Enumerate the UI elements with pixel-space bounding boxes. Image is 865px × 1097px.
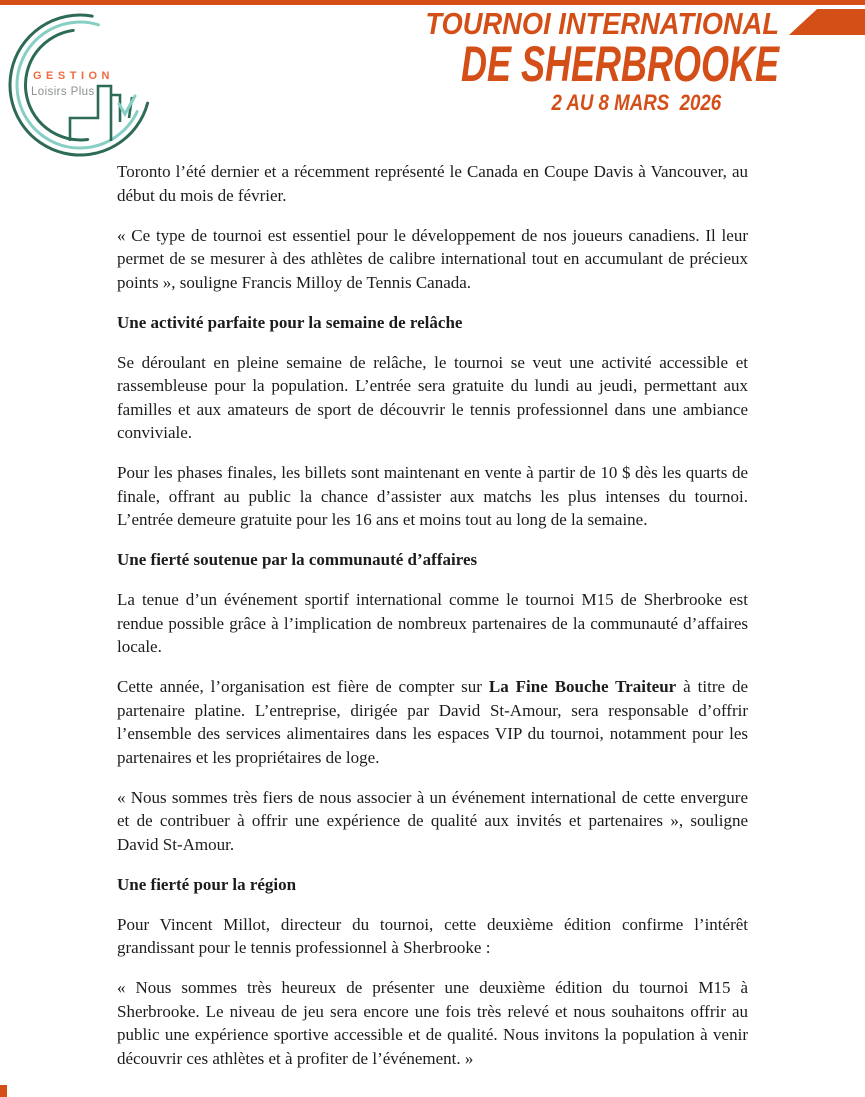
event-title — [319, 6, 779, 115]
logo-check-icon — [119, 96, 135, 114]
paragraph-partenaires: La tenue d’un événement sportif international comme le tournoi M15 de Sherbrooke est rendue possible grâce à l’implication de nombreux partenaires de la communauté d’affaires locale. — [117, 590, 748, 656]
paragraph-fine-bouche — [117, 675, 748, 769]
section-heading-communaute-affaires: Une fierté soutenue par la communauté d’affaires — [117, 550, 478, 569]
paragraph-billets: Pour les phases finales, les billets sont maintenant en vente à partir de 10 $ dès les quarts de finale, offrant au public la chance d’assister aux matchs les plus intenses du tournoi. L’entrée demeure gratuite pour les 16 ans et moins tout au long de la semaine. — [117, 463, 748, 529]
paragraph-fine-bouche-before: Cette année, l’organisation est fière de compter sur — [117, 677, 489, 696]
paragraph-quote-st-amour: « Nous sommes très fiers de nous associer à un événement international de cette envergure et de contribuer à offrir une expérience de qualité aux invités et partenaires », souligne David St-Amour. — [117, 787, 748, 854]
corner-flag-shape — [789, 9, 865, 35]
bottom-left-accent-mark — [0, 1085, 7, 1097]
paragraph-fine-bouche-after: à titre de partenaire platine. L’entreprise, dirigée par David St-Amour, sera responsable d’offrir l’ensemble des services alimentaires dans les espaces VIP du tournoi, notamment pour les partenaires et les propriétaires de loge. — [117, 677, 749, 767]
paragraph-vincent-millot: Pour Vincent Millot, directeur du tournoi, cette deuxième édition confirme l’intérêt grandissant pour le tennis professionnel à Sherbrooke : — [117, 914, 748, 957]
event-title-line2: DE SHERBROOKE — [460, 36, 779, 92]
logo-skyline-tower — [111, 95, 120, 122]
section-heading-fierte-region: Une fierté pour la région — [117, 874, 297, 894]
paragraph-quote-tennis-canada: « Ce type de tournoi est essentiel pour le développement de nos joueurs canadiens. Il leur permet de se mesurer à des athlètes de calibre international tout en accumulant de précieux points », souligne Francis Milloy de Tennis Canada. — [117, 225, 748, 292]
logo-text-gestion: GESTION — [33, 70, 115, 82]
paragraph-quote-millot: « Nous sommes très heureux de présenter une deuxième édition du tournoi M15 à Sherbrooke. Le niveau de jeu sera encore une fois très relevé et nous souhaitons offrir au public une expérience sportive accessible et de qualité. Nous invitons la population à venir découvrir ces athlètes et à profiter de l’événement. » — [117, 978, 748, 1068]
paragraph-semaine-relache: Se déroulant en pleine semaine de relâche, le tournoi se veut une activité accessible et rassembleuse pour la population. L’entrée sera gratuite du lundi au jeudi, permettant aux familles et aux amateurs de sport de découvrir le tennis professionnel dans une ambiance conviviale. — [117, 352, 748, 442]
press-release-body — [117, 160, 748, 1070]
section-heading-semaine-relache: Une activité parfaite pour la semaine de relâche — [117, 312, 463, 332]
paragraph-intro-1: Toronto l’été dernier et a récemment représenté le Canada en Coupe Davis à Vancouver, au début du mois de février. — [117, 162, 748, 205]
partner-name-bold: La Fine Bouche Traiteur — [488, 677, 677, 696]
logo-gestion-loisirs-plus — [5, 10, 165, 168]
event-title-dates: 2 AU 8 MARS 2026 — [551, 90, 722, 115]
event-title-line1: TOURNOI INTERNATIONAL — [425, 6, 779, 41]
logo-text-loisirs-plus: Loisirs Plus — [31, 86, 95, 98]
top-accent-bar — [0, 0, 865, 5]
